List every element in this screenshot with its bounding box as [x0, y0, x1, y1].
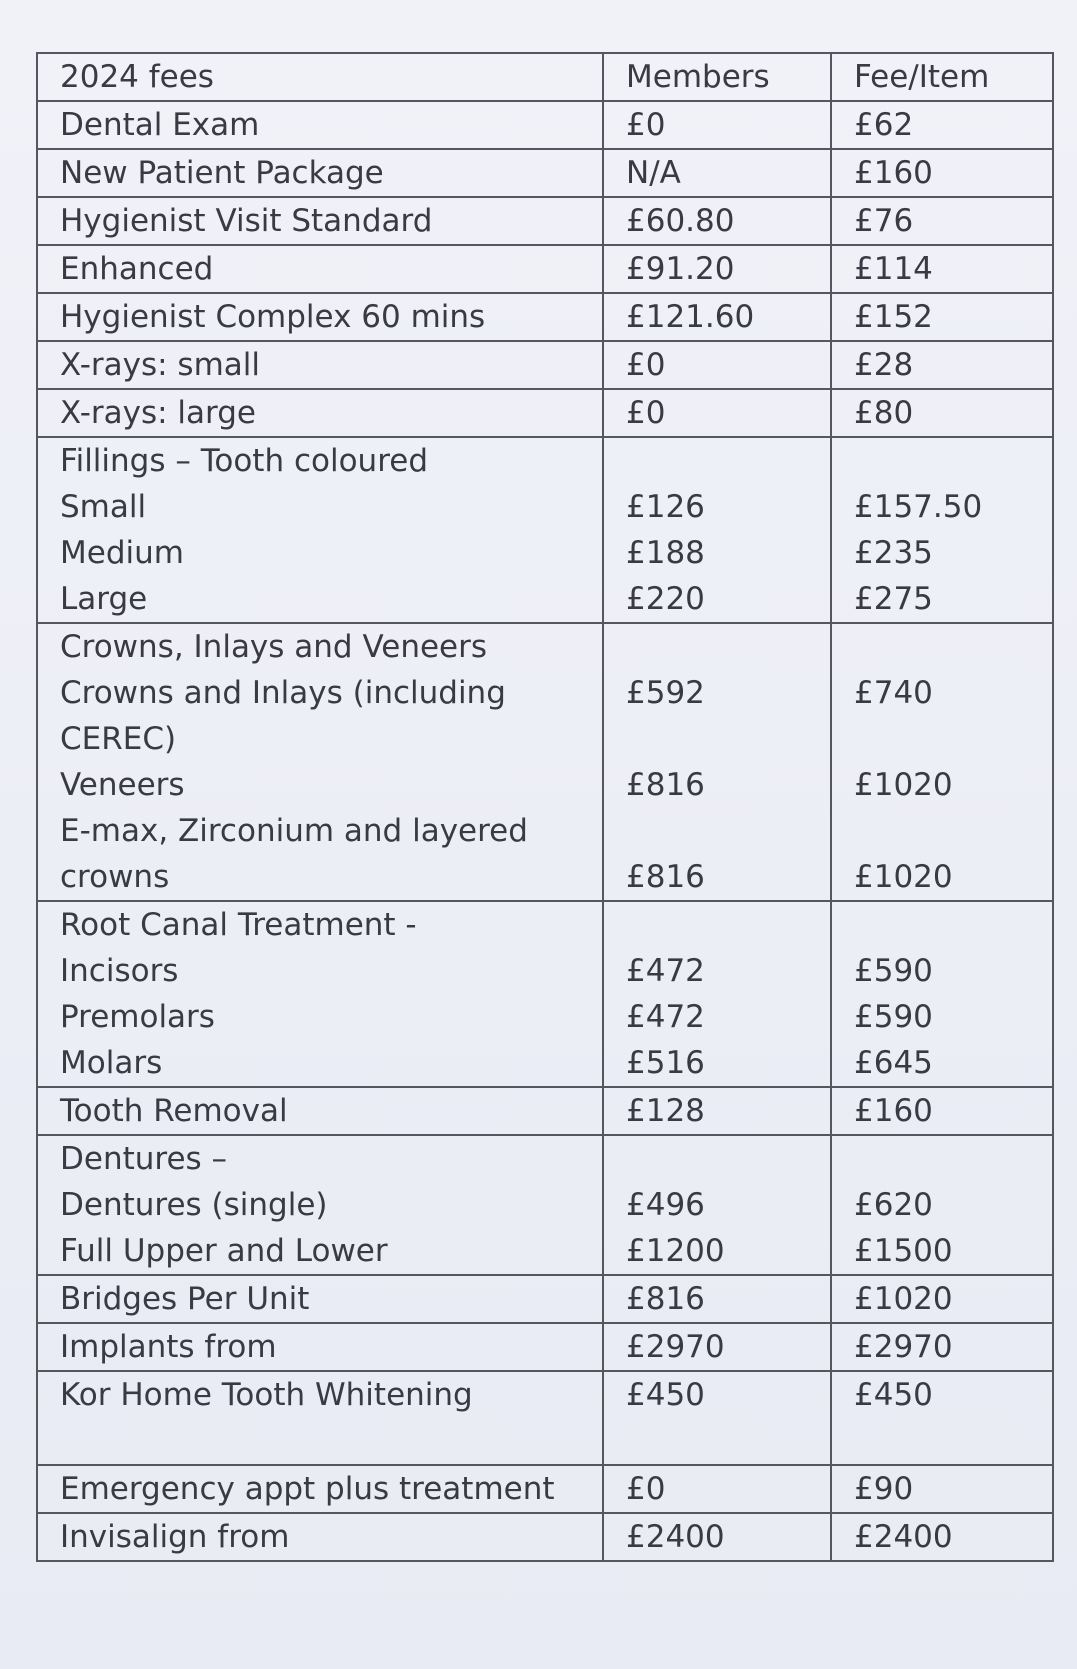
members-price: £816	[603, 1275, 831, 1323]
table-row	[37, 149, 1053, 197]
members-price: £60.80	[603, 197, 831, 245]
row-label: Invisalign from	[37, 1513, 603, 1561]
row-label: Incisors	[60, 953, 179, 989]
table-row	[37, 341, 1053, 389]
table-row	[37, 901, 1053, 1087]
table-row	[37, 623, 1053, 901]
row-label: Molars	[60, 1045, 163, 1081]
item-fee: £1020	[831, 1275, 1053, 1323]
members-price: £496	[626, 1187, 705, 1223]
item-fee: £114	[831, 245, 1053, 293]
members-price: £0	[603, 389, 831, 437]
fillings-fees	[831, 437, 1053, 623]
members-price: £592	[626, 675, 705, 711]
members-price: N/A	[603, 149, 831, 197]
table-row	[37, 389, 1053, 437]
root-canal-fees	[831, 901, 1053, 1087]
members-price: £188	[626, 535, 705, 571]
table-row	[37, 245, 1053, 293]
table-row	[37, 1323, 1053, 1371]
dentures-labels	[37, 1135, 603, 1275]
item-fee: £2970	[831, 1323, 1053, 1371]
row-label: Emergency appt plus treatment	[37, 1465, 603, 1513]
item-fee: £160	[831, 1087, 1053, 1135]
root-canal-labels	[37, 901, 603, 1087]
fees-table	[36, 52, 1054, 1562]
members-price: £1200	[626, 1233, 725, 1269]
header-fees: 2024 fees	[37, 53, 603, 101]
members-price: £472	[626, 953, 705, 989]
table-row	[37, 1465, 1053, 1513]
item-fee: £620	[854, 1187, 933, 1223]
table-row	[37, 1087, 1053, 1135]
header-fee-item: Fee/Item	[831, 53, 1053, 101]
item-fee: £76	[831, 197, 1053, 245]
members-price: £126	[626, 489, 705, 525]
row-label: Small	[60, 489, 147, 525]
row-label: X-rays: large	[37, 389, 603, 437]
item-fee: £80	[831, 389, 1053, 437]
row-label: CEREC)	[60, 721, 177, 757]
item-fee: £157.50	[854, 489, 983, 525]
row-label: Dentures (single)	[60, 1187, 328, 1223]
members-price: £516	[626, 1045, 705, 1081]
item-fee: £450	[831, 1371, 1053, 1465]
table-row	[37, 293, 1053, 341]
table-row	[37, 197, 1053, 245]
item-fee: £1020	[854, 859, 953, 895]
item-fee: £28	[831, 341, 1053, 389]
row-label: Implants from	[37, 1323, 603, 1371]
row-label: Hygienist Visit Standard	[37, 197, 603, 245]
members-price: £0	[603, 341, 831, 389]
section-heading: Dentures –	[60, 1141, 228, 1177]
fillings-members	[603, 437, 831, 623]
row-label: New Patient Package	[37, 149, 603, 197]
crowns-fees	[831, 623, 1053, 901]
members-price: £2400	[603, 1513, 831, 1561]
members-price: £816	[626, 767, 705, 803]
root-canal-members	[603, 901, 831, 1087]
row-label: X-rays: small	[37, 341, 603, 389]
members-price: £128	[603, 1087, 831, 1135]
table-row	[37, 1513, 1053, 1561]
row-label: crowns	[60, 859, 170, 895]
item-fee: £160	[831, 149, 1053, 197]
item-fee: £1500	[854, 1233, 953, 1269]
header-members: Members	[603, 53, 831, 101]
row-label: E-max, Zirconium and layered	[60, 813, 528, 849]
table-row	[37, 101, 1053, 149]
members-price: £816	[626, 859, 705, 895]
section-heading: Root Canal Treatment -	[60, 907, 417, 943]
item-fee: £740	[854, 675, 933, 711]
dentures-fees	[831, 1135, 1053, 1275]
section-heading: Crowns, Inlays and Veneers	[60, 629, 488, 665]
row-label: Bridges Per Unit	[37, 1275, 603, 1323]
table-row	[37, 1275, 1053, 1323]
dentures-members	[603, 1135, 831, 1275]
item-fee: £152	[831, 293, 1053, 341]
row-label: Large	[60, 581, 148, 617]
item-fee: £645	[854, 1045, 933, 1081]
table-row	[37, 1371, 1053, 1465]
members-price: £472	[626, 999, 705, 1035]
item-fee: £590	[854, 953, 933, 989]
members-price: £0	[603, 1465, 831, 1513]
item-fee: £235	[854, 535, 933, 571]
row-label: Hygienist Complex 60 mins	[37, 293, 603, 341]
members-price: £91.20	[603, 245, 831, 293]
row-label: Kor Home Tooth Whitening	[37, 1371, 603, 1465]
members-price: £2970	[603, 1323, 831, 1371]
table-row	[37, 437, 1053, 623]
row-label: Crowns and Inlays (including	[60, 675, 506, 711]
section-heading: Fillings – Tooth coloured	[60, 443, 429, 479]
members-price: £121.60	[603, 293, 831, 341]
row-label: Enhanced	[37, 245, 603, 293]
row-label: Medium	[60, 535, 184, 571]
members-price: £0	[603, 101, 831, 149]
row-label: Dental Exam	[37, 101, 603, 149]
table-row	[37, 1135, 1053, 1275]
item-fee: £1020	[854, 767, 953, 803]
item-fee: £62	[831, 101, 1053, 149]
row-label: Veneers	[60, 767, 185, 803]
row-label: Premolars	[60, 999, 215, 1035]
row-label: Tooth Removal	[37, 1087, 603, 1135]
members-price: £220	[626, 581, 705, 617]
header-row	[37, 53, 1053, 101]
crowns-members	[603, 623, 831, 901]
fillings-labels	[37, 437, 603, 623]
item-fee: £90	[831, 1465, 1053, 1513]
item-fee: £590	[854, 999, 933, 1035]
members-price: £450	[603, 1371, 831, 1465]
item-fee: £2400	[831, 1513, 1053, 1561]
crowns-labels	[37, 623, 603, 901]
row-label: Full Upper and Lower	[60, 1233, 388, 1269]
item-fee: £275	[854, 581, 933, 617]
